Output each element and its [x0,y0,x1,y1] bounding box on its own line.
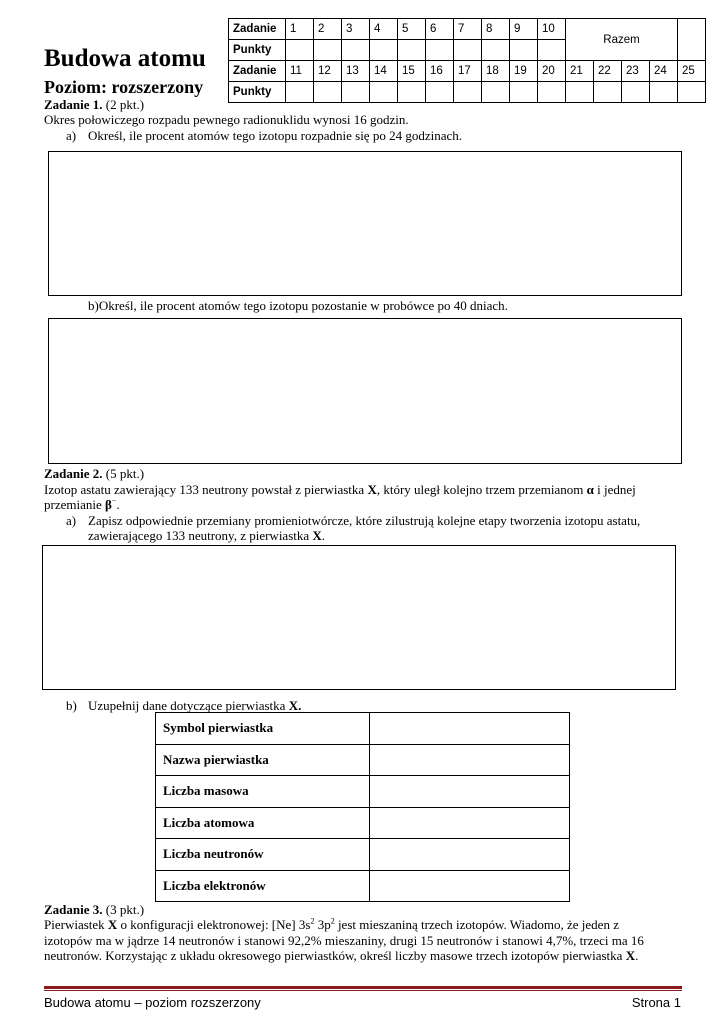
score-task-number: 10 [538,19,566,40]
table-row-answer-cell[interactable] [370,807,570,839]
task3-line3 [44,948,638,964]
task2-intro-text: przemianie [44,497,105,512]
score-table [228,18,706,103]
task1-a-text: Określ, ile procent atomów tego izotopu rozpadnie się po 24 godzinach. [88,128,463,143]
task2-a-text-line2 [88,528,325,544]
score-task-number: 6 [426,19,454,40]
task2-element-x: X [288,698,299,713]
score-task-number: 11 [286,61,314,82]
score-points-cell[interactable] [426,82,454,103]
task2-a-text-line1: Zapisz odpowiednie przemiany promieniotwórcze, które zilustrują kolejne etapy tworzenia izotopu astatu, [88,513,641,528]
table-row-label: Symbol pierwiastka [156,713,370,745]
score-points-cell[interactable] [454,82,482,103]
task1-intro: Okres połowiczego rozpadu pewnego radionuklidu wynosi 16 godzin. [44,112,409,127]
score-task-number: 14 [370,61,398,82]
task1-a-marker: a) [66,128,77,143]
task1-a-answer-box[interactable] [48,151,682,296]
score-points-cell[interactable] [538,40,566,61]
task3-text: Pierwiastek [44,917,108,932]
score-points-cell[interactable] [622,82,650,103]
score-task-number: 9 [510,19,538,40]
score-points-cell[interactable] [566,82,594,103]
score-points-cell[interactable] [314,82,342,103]
task2-intro-text: , który uległ kolejno trzem przemianom [376,482,587,497]
task1-heading-line [44,97,144,113]
task3-text: jest mieszaniną trzech izotopów. Wiadomo, że jeden z [334,917,619,932]
score-task-number: 18 [482,61,510,82]
score-task-number: 22 [594,61,622,82]
task3-text: o konfiguracji elektronowej: [Ne] 3s [117,917,311,932]
task3-superscript: 2 [310,916,315,926]
table-row-answer-cell[interactable] [370,744,570,776]
alpha-symbol: α [586,482,594,497]
score-points-cell[interactable] [454,40,482,61]
score-task-number: 5 [398,19,426,40]
table-row [156,744,570,776]
task3-line2: izotopów ma w jądrze 14 neutronów i stanowi 92,2% mieszaniny, drugi 15 neutronów i stanowi 4,7%, trzeci ma 16 [44,933,644,948]
table-row-label: Liczba masowa [156,776,370,808]
beta-superscript: − [111,496,117,506]
table-row-label: Liczba elektronów [156,870,370,902]
task2-intro-line1 [44,482,636,498]
score-points-cell[interactable] [510,82,538,103]
task1-points: (2 pkt.) [105,97,145,112]
task3-text: neutronów. Korzystając z układu okresowego pierwiastków, określ liczby masowe trzech izotopów pierwiastka [44,948,626,963]
score-points-cell[interactable] [594,82,622,103]
score-points-cell[interactable] [426,40,454,61]
score-points-cell[interactable] [482,40,510,61]
footer-divider-thin [44,990,682,991]
score-total-label: Razem [566,19,678,61]
task3-element-x: X [625,948,636,963]
table-row-answer-cell[interactable] [370,839,570,871]
table-row [156,870,570,902]
table-row [156,839,570,871]
score-points-cell[interactable] [342,40,370,61]
task1-heading: Zadanie 1. [44,97,103,112]
score-task-number: 4 [370,19,398,40]
task2-element-x: X [312,528,322,543]
task2-a-text: . [321,528,326,543]
task2-element-x: X [367,482,377,497]
score-task-number: 24 [650,61,678,82]
score-points-cell[interactable] [370,40,398,61]
score-points-cell[interactable] [538,82,566,103]
score-points-cell[interactable] [370,82,398,103]
table-row-answer-cell[interactable] [370,776,570,808]
task2-b-text: . [298,698,302,713]
task2-a-answer-box[interactable] [42,545,676,690]
score-points-cell[interactable] [678,82,706,103]
table-row [156,776,570,808]
task3-element-x: X [107,917,118,932]
task2-a-text: zawierającego 133 neutrony, z pierwiastka [88,528,313,543]
table-row [156,713,570,745]
task2-a-marker: a) [66,513,77,528]
score-task-number: 21 [566,61,594,82]
task3-heading: Zadanie 3. [44,902,103,917]
task2-b-marker: b) [66,698,77,713]
task1-b-answer-box[interactable] [48,318,682,464]
score-points-cell[interactable] [482,82,510,103]
footer-title: Budowa atomu – poziom rozszerzony [44,995,261,1010]
table-row [156,807,570,839]
footer-page-number: Strona 1 [631,995,681,1010]
score-task-number: 23 [622,61,650,82]
score-points-cell[interactable] [650,82,678,103]
score-task-number: 8 [482,19,510,40]
task3-points: (3 pkt.) [105,902,145,917]
score-task-number: 1 [286,19,314,40]
table-row-answer-cell[interactable] [370,713,570,745]
score-task-label: Zadanie [229,19,286,40]
score-total-cell[interactable] [678,19,706,61]
task2-heading-line [44,466,144,482]
score-points-cell[interactable] [286,40,314,61]
footer-divider [44,986,682,989]
score-task-number: 12 [314,61,342,82]
score-task-number: 17 [454,61,482,82]
task2-heading: Zadanie 2. [44,466,103,481]
score-task-number: 19 [510,61,538,82]
page-title: Budowa atomu [44,45,206,72]
score-task-number: 25 [678,61,706,82]
task3-superscript: 2 [330,916,335,926]
task2-b-text: Uzupełnij dane dotyczące pierwiastka [88,698,289,713]
task2-intro-text: i jednej [593,482,636,497]
score-points-label: Punkty [229,82,286,103]
score-points-cell[interactable] [286,82,314,103]
task3-text: . [635,948,639,963]
score-points-label: Punkty [229,40,286,61]
table-row-label: Liczba neutronów [156,839,370,871]
score-task-number: 13 [342,61,370,82]
task3-text: 3p [314,917,331,932]
table-row-label: Nazwa pierwiastka [156,744,370,776]
score-task-number: 16 [426,61,454,82]
element-data-table [155,712,570,902]
table-row-label: Liczba atomowa [156,807,370,839]
score-task-number: 7 [454,19,482,40]
score-points-cell[interactable] [342,82,370,103]
score-points-cell[interactable] [398,82,426,103]
score-task-label: Zadanie [229,61,286,82]
page-subtitle: Poziom: rozszerzony [44,77,204,97]
score-task-number: 15 [398,61,426,82]
table-row-answer-cell[interactable] [370,870,570,902]
task3-line1 [44,917,619,933]
task2-intro-text: Izotop astatu zawierający 133 neutrony powstał z pierwiastka [44,482,368,497]
task2-points: (5 pkt.) [105,466,145,481]
score-task-number: 20 [538,61,566,82]
score-points-cell[interactable] [510,40,538,61]
task3-heading-line [44,902,144,918]
score-points-cell[interactable] [398,40,426,61]
beta-symbol: β [105,497,112,512]
task2-intro-line2 [44,497,120,513]
score-task-number: 2 [314,19,342,40]
score-task-number: 3 [342,19,370,40]
score-points-cell[interactable] [314,40,342,61]
task1-b-text: b)Określ, ile procent atomów tego izotopu pozostanie w probówce po 40 dniach. [88,298,508,313]
task2-intro-text: . [116,497,120,512]
